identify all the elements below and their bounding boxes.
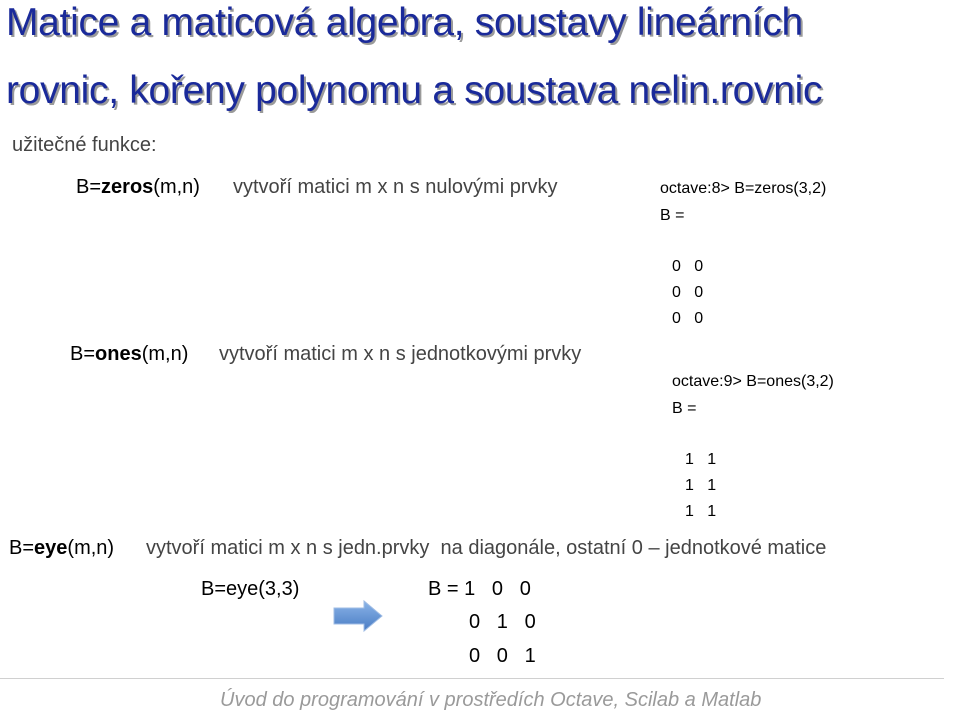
ones-result-row: 1 1 — [685, 477, 717, 494]
eye-result-row: 0 0 1 — [469, 645, 536, 667]
page-title-line-1: Matice a maticová algebra, soustavy lineárních — [6, 1, 803, 44]
ones-prefix: B= — [70, 343, 96, 365]
zeros-prefix: B= — [76, 176, 102, 198]
ones-result-row: 1 1 — [685, 451, 717, 468]
zeros-args: (m,n) — [153, 176, 200, 198]
zeros-result-row: 0 0 — [672, 284, 704, 301]
zeros-func: zeros — [101, 176, 154, 198]
ones-signature — [70, 342, 188, 366]
ones-args: (m,n) — [141, 343, 189, 365]
ones-result-row: 1 1 — [685, 503, 717, 520]
ones-result-label: B = — [672, 400, 697, 417]
eye-description: vytvoří matici m x n s jedn.prvky na diagonále, ostatní 0 – jednotkové matice — [146, 537, 827, 559]
intro-text: užitečné funkce: — [12, 134, 157, 156]
eye-args: (m,n) — [67, 537, 115, 559]
eye-result-row: 0 1 0 — [469, 611, 536, 633]
zeros-signature — [76, 175, 200, 199]
arrow-right-icon — [332, 599, 384, 633]
ones-func: ones — [95, 343, 142, 365]
zeros-result-row: 0 0 — [672, 310, 704, 327]
eye-result-row: B = 1 0 0 — [428, 578, 531, 600]
zeros-result-label: B = — [660, 207, 685, 224]
zeros-description: vytvoří matici m x n s nulovými prvky — [233, 176, 558, 198]
zeros-prompt: octave:8> B=zeros(3,2) — [660, 180, 827, 197]
footer-text: Úvod do programování v prostředích Octave, Scilab a Matlab — [220, 689, 762, 711]
ones-prompt: octave:9> B=ones(3,2) — [672, 373, 834, 390]
eye-func: eye — [34, 537, 68, 559]
zeros-result-row: 0 0 — [672, 258, 704, 275]
page-title-line-2: rovnic, kořeny polynomu a soustava nelin.rovnic — [6, 69, 823, 112]
eye-prefix: B= — [9, 537, 35, 559]
eye-signature — [9, 536, 114, 560]
eye-example: B=eye(3,3) — [201, 578, 300, 600]
footer-divider — [0, 678, 944, 679]
ones-description: vytvoří matici m x n s jednotkovými prvky — [219, 343, 582, 365]
